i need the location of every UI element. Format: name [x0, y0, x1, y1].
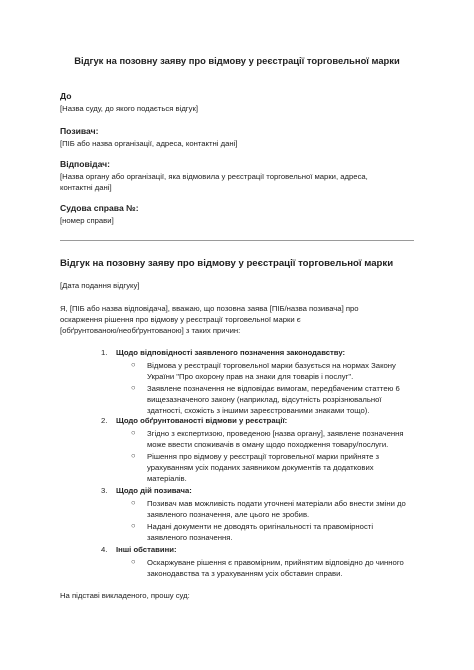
- list-item-number: 4.: [101, 545, 108, 554]
- list-item-heading: Щодо дій позивача:: [116, 486, 192, 495]
- bullet-icon: ○: [131, 557, 136, 566]
- bullet-icon: ○: [131, 451, 136, 460]
- bullet-text-line: заявленого позначення.: [147, 533, 233, 542]
- bullet-text-line: урахуванням усіх поданих заявником документів та додаткових: [147, 463, 374, 472]
- plaintiff-label: Позивач:: [60, 126, 99, 136]
- bullet-text-line: Рішення про відмову у реєстрації торговельної марки прийняте з: [147, 452, 380, 461]
- intro-line-1: Я, [ПІБ або назва відповідача], вважаю, що позовна заява [ПІБ/назва позивача] про: [60, 304, 359, 313]
- horizontal-divider: [60, 240, 414, 241]
- intro-line-3: [обґрунтованою/необґрунтованою] з таких причин:: [60, 326, 241, 335]
- closing-line: На підставі викладеного, прошу суд:: [60, 591, 190, 600]
- bullet-text-line: матеріалів.: [147, 474, 187, 483]
- case-number-label: Судова справа №:: [60, 203, 139, 213]
- defendant-value-line-2: контактні дані]: [60, 183, 112, 192]
- bullet-text-line: може ввести споживачів в оману щодо походження товару/послуги.: [147, 440, 389, 449]
- bullet-text-line: Оскаржуване рішення є правомірним, прийнятим відповідно до чинного: [147, 558, 404, 567]
- bullet-icon: ○: [131, 360, 136, 369]
- to-value: [Назва суду, до якого подається відгук]: [60, 104, 198, 113]
- section-title: Відгук на позовну заяву про відмову у реєстрації торговельної марки: [60, 258, 394, 269]
- bullet-icon: ○: [131, 521, 136, 530]
- list-item-heading: Інші обставини:: [116, 545, 177, 554]
- plaintiff-value: [ПІБ або назва організації, адреса, контактні дані]: [60, 139, 238, 148]
- list-item-number: 1.: [101, 348, 108, 357]
- list-item-heading: Щодо обґрунтованості відмови у реєстрації:: [116, 416, 288, 425]
- submission-date: [Дата подання відгуку]: [60, 281, 140, 290]
- case-number-value: [номер справи]: [60, 216, 114, 225]
- bullet-icon: ○: [131, 428, 136, 437]
- list-item-number: 2.: [101, 416, 108, 425]
- bullet-text-line: Згідно з експертизою, проведеною [назва органу], заявлене позначення: [147, 429, 404, 438]
- bullet-text-line: вищезазначеного закону (наприклад, відсутність розрізнювальної: [147, 395, 382, 404]
- bullet-text-line: законодавства та з урахуванням усіх обставин справи.: [147, 569, 343, 578]
- bullet-text-line: заявленого позначення, але цього не зробив.: [147, 510, 310, 519]
- bullet-text-line: Позивач мав можливість подати уточнені матеріали або внести зміни до: [147, 499, 406, 508]
- list-item-number: 3.: [101, 486, 108, 495]
- defendant-label: Відповідач:: [60, 159, 111, 169]
- bullet-icon: ○: [131, 498, 136, 507]
- intro-line-2: оскарження рішення про відмову у реєстрації торговельної марки є: [60, 315, 301, 324]
- list-item-heading: Щодо відповідності заявленого позначення законодавству:: [116, 348, 346, 357]
- bullet-icon: ○: [131, 383, 136, 392]
- defendant-value-line-1: [Назва органу або організації, яка відмовила у реєстрації торговельної марки, адреса,: [60, 172, 368, 181]
- bullet-text-line: Заявлене позначення не відповідає вимогам, передбаченим статтею 6: [147, 384, 400, 393]
- to-label: До: [60, 91, 72, 101]
- bullet-text-line: Відмова у реєстрації торговельної марки базується на нормах Закону: [147, 361, 396, 370]
- document-title: Відгук на позовну заяву про відмову у реєстрації торговельної марки: [74, 55, 400, 66]
- bullet-text-line: України "Про охорону прав на знаки для товарів і послуг".: [147, 372, 354, 381]
- bullet-text-line: здатності, схожість з іншими зареєстрованими знаками тощо).: [147, 406, 370, 415]
- bullet-text-line: Надані документи не доводять оригінальності та правомірності: [147, 522, 374, 531]
